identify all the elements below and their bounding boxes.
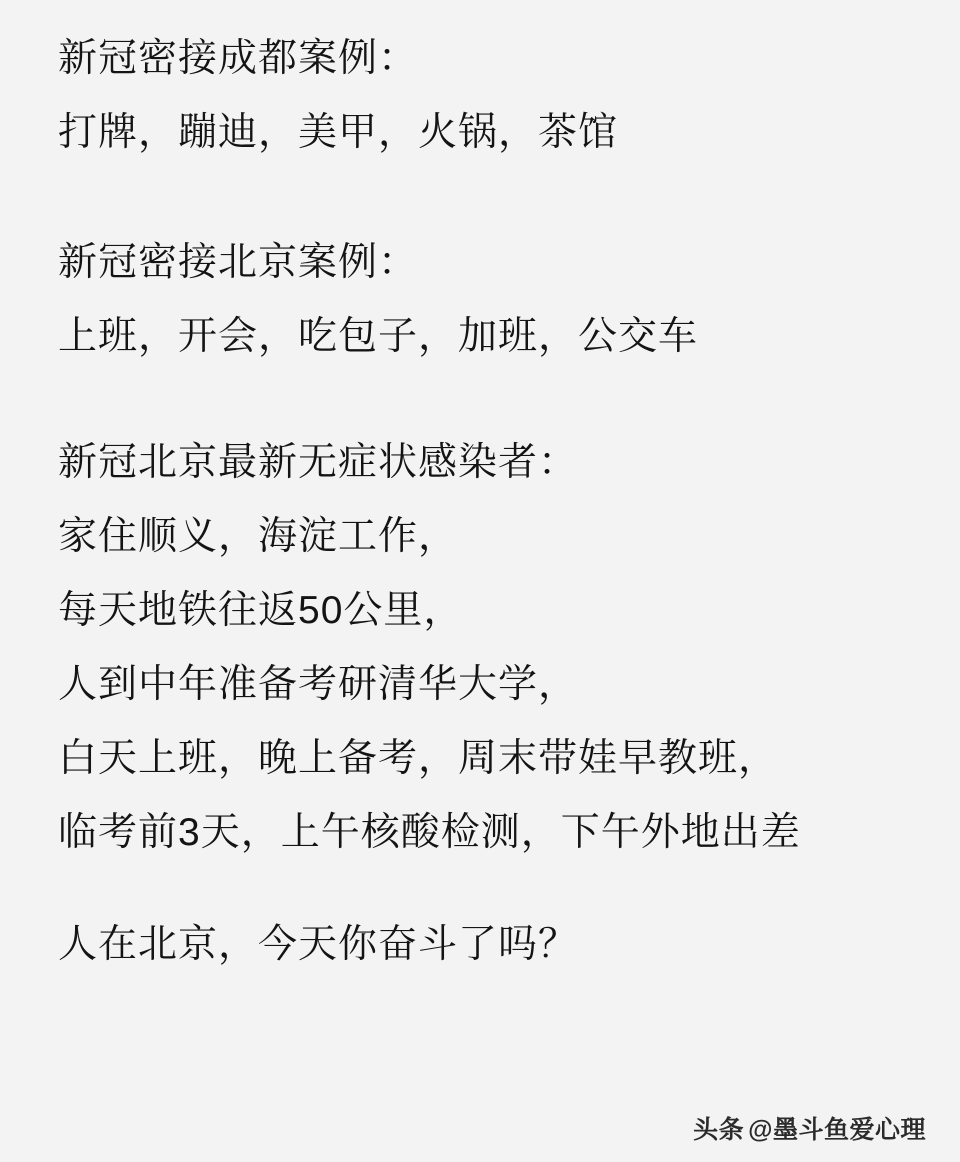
section-asymptomatic-line-3: 人到中年准备考研清华大学， — [58, 663, 579, 706]
watermark-user: @墨斗鱼爱心理 — [748, 1116, 926, 1144]
section-beijing-line-1: 上班，开会，吃包子，加班，公交车 — [58, 315, 699, 358]
closing-line: 人在北京，今天你奋斗了吗？ — [58, 923, 579, 966]
section-beijing-heading: 新冠密接北京案例： — [58, 241, 419, 284]
section-gap-3 — [58, 870, 902, 908]
watermark-brand: 头条 — [693, 1116, 745, 1144]
section-chengdu-heading: 新冠密接成都案例： — [58, 37, 419, 80]
section-asymptomatic — [58, 426, 902, 870]
section-beijing — [58, 226, 902, 374]
section-asymptomatic-heading: 新冠北京最新无症状感染者： — [58, 441, 579, 484]
watermark — [693, 1110, 926, 1146]
section-chengdu — [58, 22, 902, 170]
section-gap-1 — [58, 170, 902, 226]
section-asymptomatic-line-5: 临考前3天，上午核酸检测，下午外地出差 — [58, 811, 801, 854]
section-gap-2 — [58, 374, 902, 426]
section-asymptomatic-line-2: 每天地铁往返50公里， — [58, 589, 464, 632]
section-asymptomatic-line-1: 家住顺义，海淀工作， — [58, 515, 459, 558]
section-asymptomatic-line-4: 白天上班，晚上备考，周末带娃早教班， — [58, 737, 779, 780]
closing-block — [58, 908, 902, 982]
section-chengdu-line-1: 打牌，蹦迪，美甲，火锅，茶馆 — [58, 111, 619, 154]
